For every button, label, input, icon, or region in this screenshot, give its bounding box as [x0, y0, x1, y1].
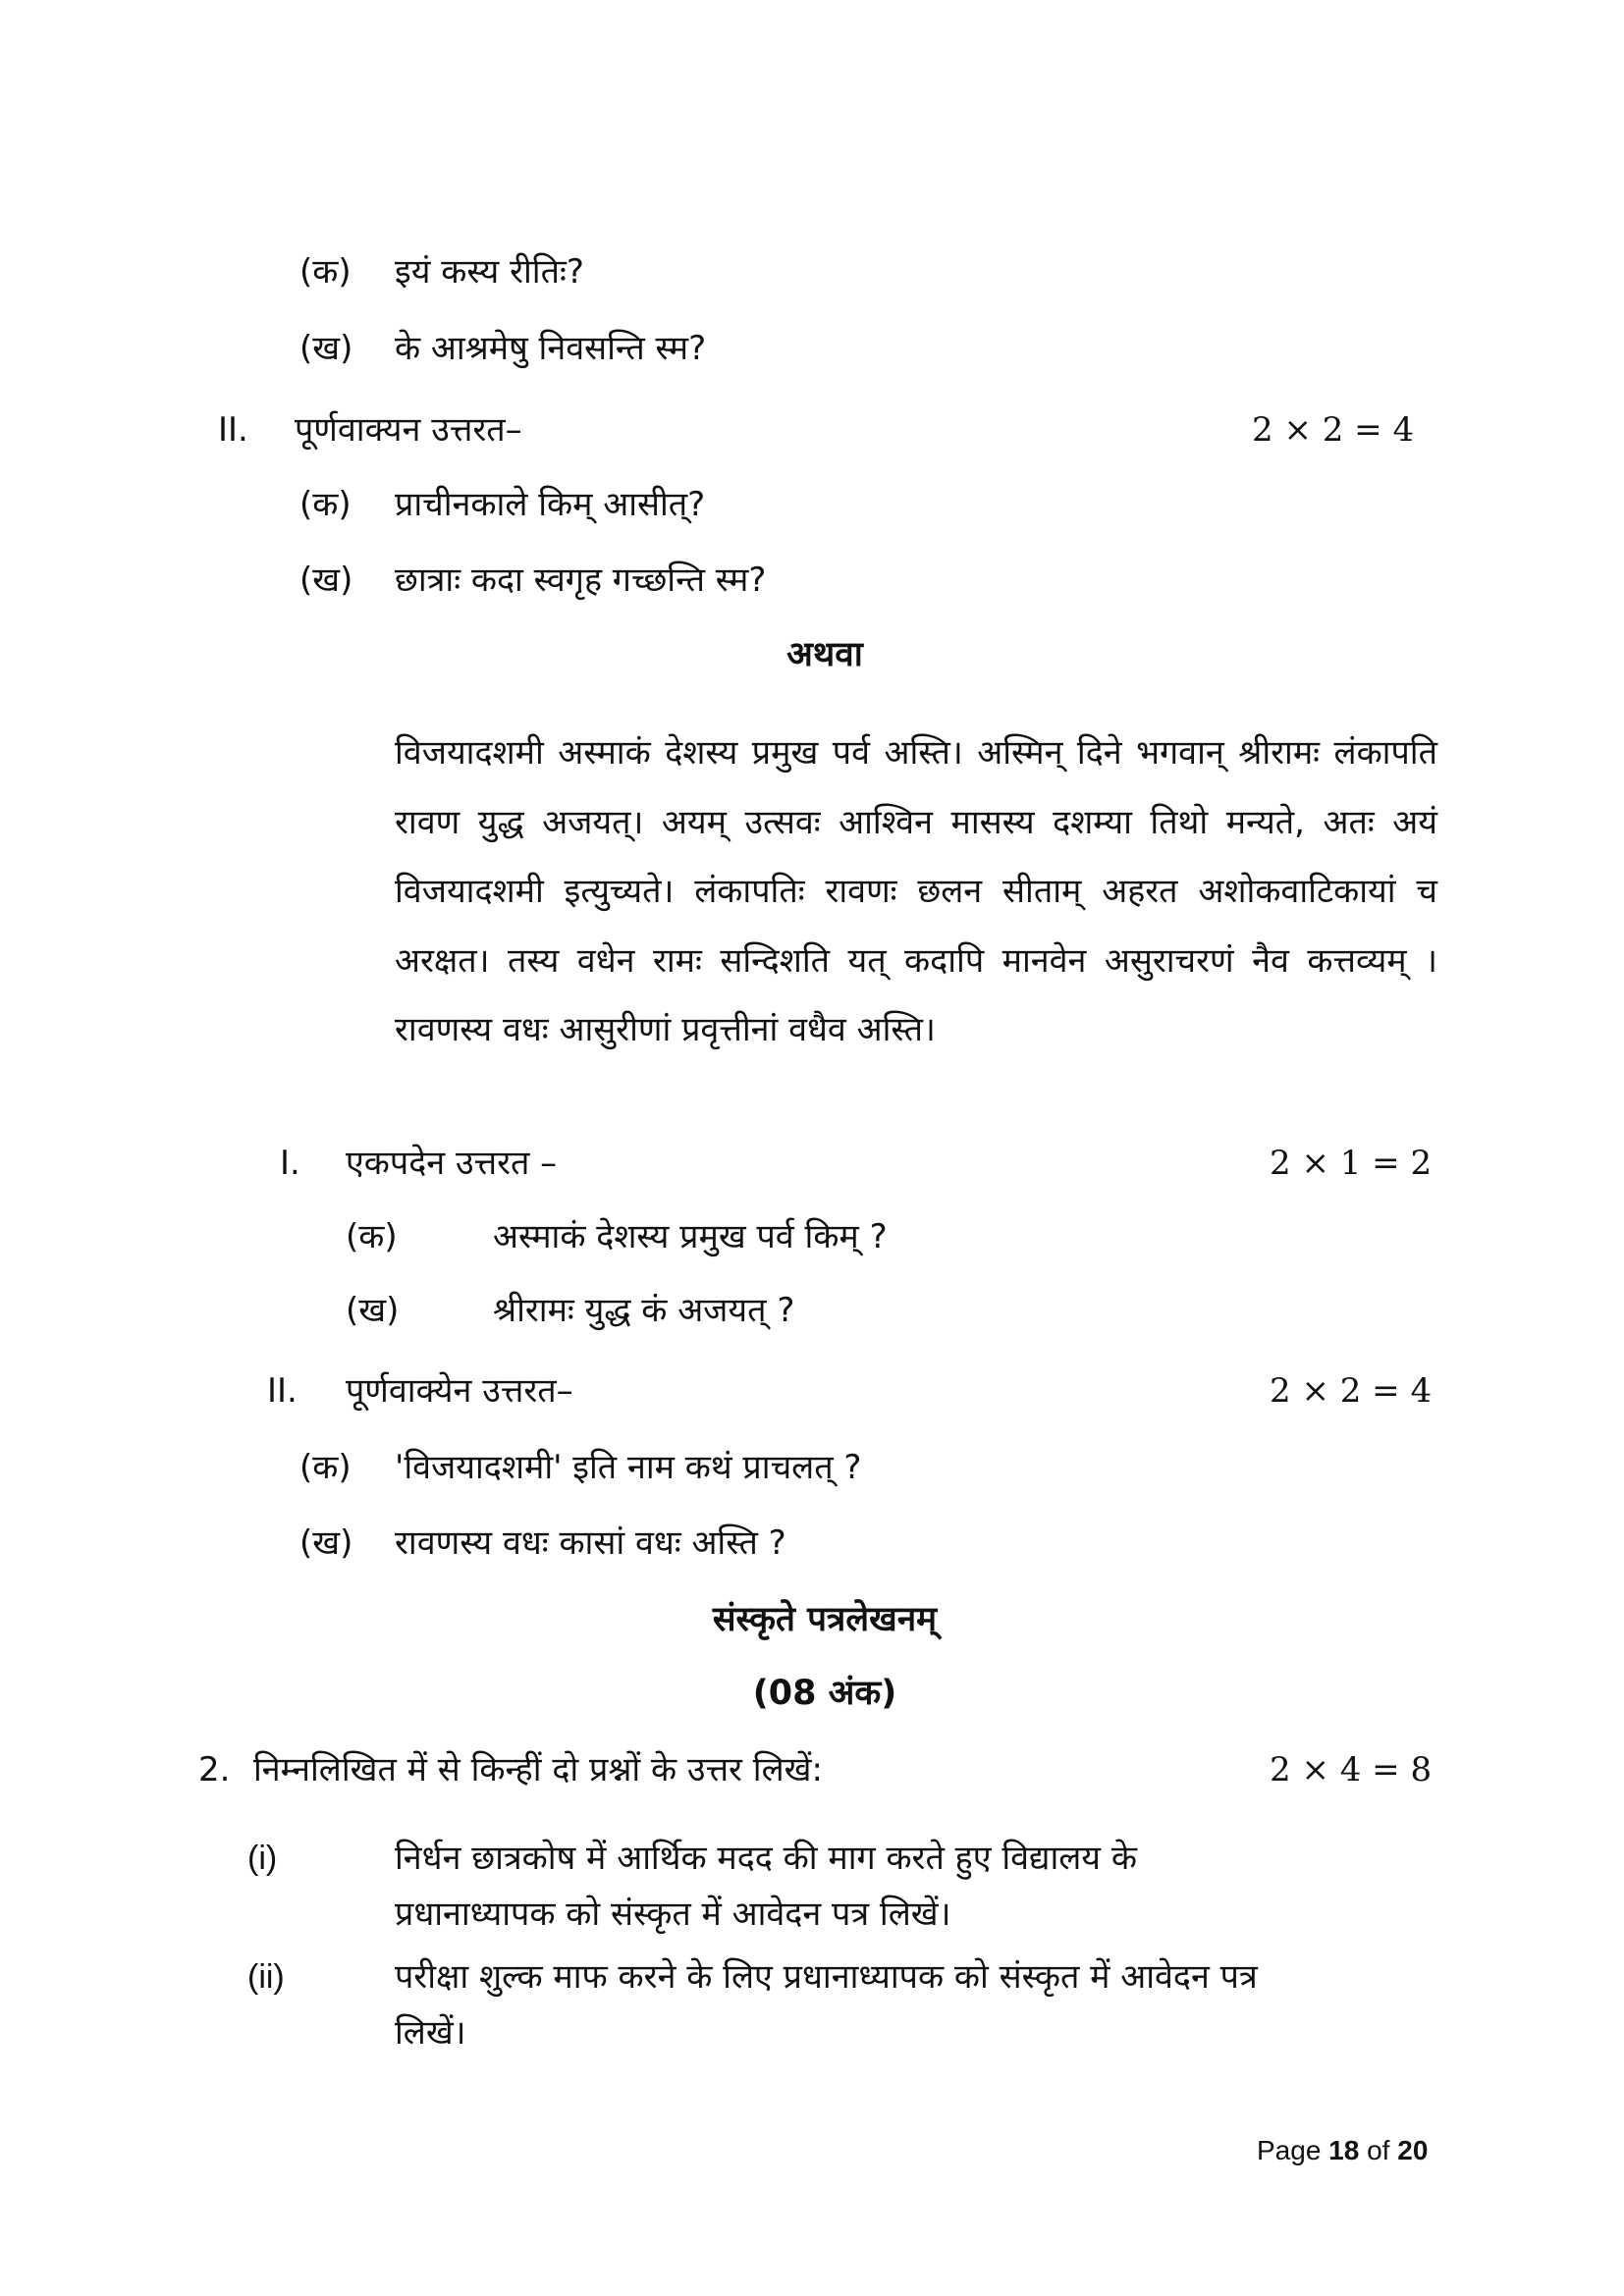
item-text: 'विजयादशमी' इति नाम कथं प्राचलत् ?	[395, 1448, 862, 1487]
marks: 2 × 2 = 4	[1270, 1371, 1433, 1411]
marks: 2 × 2 = 4	[1252, 410, 1415, 450]
item-label: (क)	[299, 485, 352, 524]
section-marks: (08 अंक)	[752, 1674, 897, 1713]
item-text: श्रीरामः युद्ध कं अजयत् ?	[493, 1291, 795, 1330]
item-label: (क)	[346, 1217, 398, 1256]
option-text-line: निर्धन छात्रकोष में आर्थिक मदद की माग करते हुए विद्यालय के	[395, 1839, 1137, 1878]
item-text: के आश्रमेषु निवसन्ति स्म?	[395, 329, 707, 368]
marks: 2 × 1 = 2	[1270, 1144, 1433, 1183]
option-text-line: परीक्षा शुल्क माफ करने के लिए प्रधानाध्यापक को संस्कृत में आवेदन पत्र	[395, 1957, 1258, 1997]
passage: विजयादशमी अस्माकं देशस्य प्रमुख पर्व अस्ति। अस्मिन् दिने भगवान् श्रीरामः लंकापति रावण युद्ध अजयत्। अयम् उत्सवः आश्विन मासस्य दशम्या तिथो मन्यते, अतः अयं विजयादशमी इत्युच्यते। लंकापतिः रावणः छलन सीताम् अहरत अशोकवाटिकायां च अरक्षत। तस्य वधेन रामः सन्दिशति यत् कदापि मानवेन असुराचरणं नैव कत्तव्यम् । रावणस्य वधः आसुरीणां प्रवृत्तीनां वधैव अस्ति।	[395, 733, 1437, 1049]
question-number: II.	[218, 410, 248, 450]
item-text: इयं कस्य रीतिः?	[395, 252, 584, 292]
question-text: एकपदेन उत्तरत –	[346, 1144, 558, 1183]
page-prefix: Page	[1257, 2135, 1329, 2165]
question-text: पूर्णवाक्यन उत्तरत–	[295, 410, 522, 450]
option-text-line: प्रधानाध्यापक को संस्कृत में आवेदन पत्र लिखें।	[395, 1895, 951, 1934]
page-number	[1257, 2135, 1428, 2166]
option-label: (ii)	[247, 1958, 285, 1996]
item-label: (ख)	[346, 1291, 400, 1330]
question-number: II.	[267, 1371, 298, 1411]
question-text: निम्नलिखित में से किन्हीं दो प्रश्नों के उत्तर लिखें:	[253, 1750, 823, 1789]
item-text: रावणस्य वधः कासां वधः अस्ति ?	[395, 1523, 786, 1563]
item-text: प्राचीनकाले किम् आसीत्?	[395, 485, 706, 524]
question-number: 2.	[198, 1750, 231, 1789]
item-text: छात्राः कदा स्वगृह गच्छन्ति स्म?	[395, 561, 767, 600]
section-heading: संस्कृते पत्रलेखनम्	[712, 1600, 938, 1639]
marks: 2 × 4 = 8	[1270, 1750, 1433, 1789]
current-page: 18	[1328, 2135, 1360, 2165]
item-label: (ख)	[299, 561, 353, 600]
option-text-line: लिखें।	[395, 2013, 466, 2053]
item-text: अस्माकं देशस्य प्रमुख पर्व किम् ?	[493, 1217, 888, 1256]
item-label: (क)	[299, 1448, 352, 1487]
item-label: (क)	[299, 252, 352, 292]
option-label: (i)	[247, 1840, 278, 1877]
page-of: of	[1359, 2135, 1398, 2165]
item-label: (ख)	[299, 1523, 353, 1563]
item-label: (ख)	[299, 329, 353, 368]
total-pages: 20	[1397, 2135, 1429, 2165]
athava-heading: अथवा	[786, 635, 863, 674]
question-number: I.	[280, 1144, 300, 1183]
question-text: पूर्णवाक्येन उत्तरत–	[346, 1371, 573, 1411]
